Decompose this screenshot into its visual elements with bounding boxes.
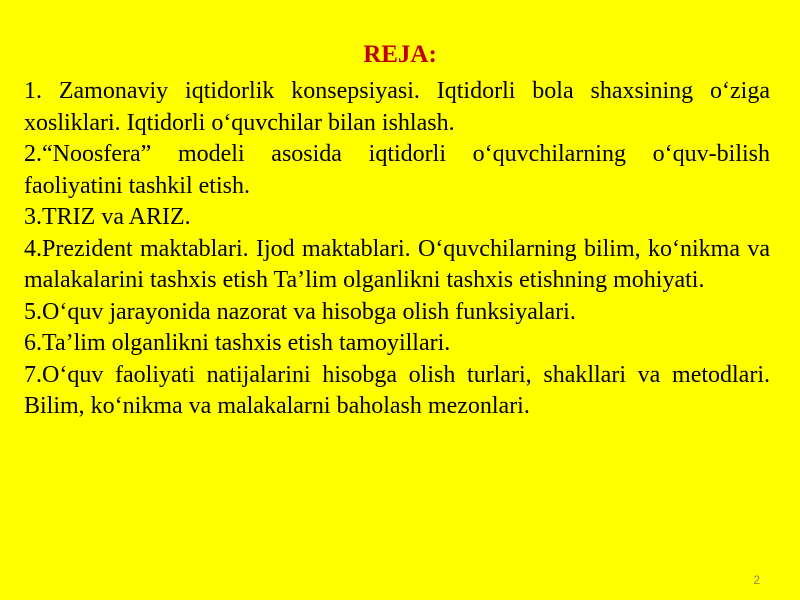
slide-title: REJA: (363, 41, 437, 68)
agenda-item-7: 7.O‘quv faoliyati natijalarini hisobga olish turlari, shakllari va metodlari. Bilim, ko‘nikma va malakalarni baholash mezonlari. (24, 361, 770, 419)
agenda-item-4: 4.Prezident maktablari. Ijod maktablari. O‘quvchilarning bilim, ko‘nikma va malakalarini tashxis etish Ta’lim olganlikni tashxis etishning mohiyati. (24, 235, 770, 293)
agenda-item-3: 3.TRIZ va ARIZ. (24, 204, 191, 230)
agenda-list (24, 76, 770, 423)
agenda-item-6: 6.Ta’lim olganlikni tashxis etish tamoyillari. (24, 330, 451, 356)
agenda-item-2: 2.“Noosfera” modeli asosida iqtidorli o‘quvchilarning o‘quv-bilish faoliyatini tashkil etish. (24, 141, 770, 199)
agenda-item-1: 1. Zamonaviy iqtidorlik konsepsiyasi. Iqtidorli bola shaxsining o‘ziga xosliklari. Iqtidorli o‘quvchilar bilan ishlash. (24, 78, 770, 136)
page-number: 2 (753, 573, 760, 587)
agenda-item-5: 5.O‘quv jarayonida nazorat va hisobga olish funksiyalari. (24, 298, 576, 325)
